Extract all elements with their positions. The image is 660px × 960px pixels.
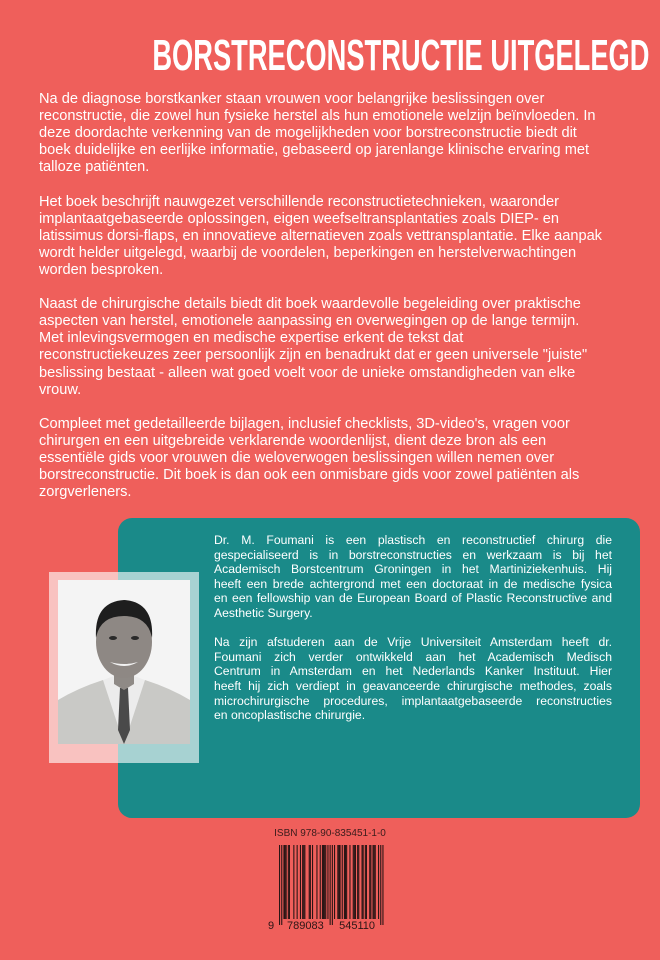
- barcode-bar: [316, 845, 317, 919]
- barcode-bar: [366, 845, 367, 919]
- bio-line: Centrum in Amsterdam en het Nederlands Kanker Instituut. Hier: [214, 664, 612, 679]
- barcode-bar: [300, 845, 301, 919]
- barcode-bar: [346, 845, 347, 919]
- barcode-bar: [345, 845, 346, 919]
- barcode-bar: [340, 845, 341, 919]
- barcode-bar: [327, 845, 328, 919]
- barcode-bar: [344, 845, 345, 919]
- description-line: wordt helder uitgelegd, waarbij de voordelen, beperkingen en herstelverwachtingen: [39, 244, 577, 261]
- barcode-digits: 789083: [287, 920, 324, 932]
- bio-line: en een fellowship van de European Board of Plastic Reconstructive and: [214, 591, 612, 606]
- barcode-bar: [337, 845, 338, 919]
- barcode-digits: 545110: [339, 920, 376, 932]
- bio-paragraph: [214, 533, 612, 621]
- description-line: beslissing bestaat - alleen wat goed voelt voor de unieke omstandigheden van elke: [39, 364, 576, 381]
- author-portrait-image: [58, 580, 190, 744]
- bio-line: Dr. M. Foumani is een plastisch en reconstructief chirurg die: [214, 533, 612, 547]
- barcode-bar: [374, 845, 375, 919]
- description-line: Het boek beschrijft nauwgezet verschillende reconstructietechnieken, waaronder: [39, 193, 559, 210]
- description-line: borstreconstructie. Dit boek is dan ook een onmisbare gids voor zowel patiënten als: [39, 467, 580, 484]
- description-line: reconstructiekeuzes zeer persoonlijk zijn en benadrukt dat er geen universele "juiste": [39, 347, 588, 364]
- barcode-bar: [279, 845, 280, 925]
- description-line: Na de diagnose borstkanker staan vrouwen voor belangrijke beslissingen over: [39, 91, 545, 107]
- barcode-bar: [382, 845, 383, 925]
- bio-line: Foumani zich verder ontwikkeld aan het Academisch Medisch: [214, 649, 612, 664]
- barcode-bar: [375, 845, 376, 919]
- barcode-bar: [297, 845, 298, 919]
- barcode-bar: [362, 845, 363, 919]
- barcode-bar: [309, 845, 310, 919]
- barcode-bar: [293, 845, 294, 919]
- barcode-bar: [312, 845, 313, 919]
- barcode-bar: [355, 845, 356, 919]
- bio-line: microchirurgische procedures, implantaatgebaseerde reconstructies: [214, 693, 612, 708]
- description-line: worden besproken.: [39, 261, 164, 278]
- bio-line: heeft een brede achtergrond met een doctoraat in de medische fysica: [214, 576, 612, 591]
- bio-paragraph: [214, 635, 612, 723]
- isbn-label: ISBN 978-90-835451-1-0: [274, 828, 386, 839]
- barcode-bar: [370, 845, 371, 919]
- barcode-bar: [281, 845, 282, 925]
- barcode-bar: [323, 845, 324, 919]
- description-paragraph: [39, 194, 639, 279]
- barcode-bar: [324, 845, 325, 919]
- description-line: reconstructie, die zowel hun fysieke herstel als hun emotionele welzijn beïnvloeden. In: [39, 108, 596, 125]
- description-paragraph: [39, 91, 639, 176]
- description-line: vrouw.: [39, 381, 82, 398]
- barcode-bar: [342, 845, 343, 919]
- barcode: [262, 843, 402, 935]
- barcode-bar: [304, 845, 305, 919]
- book-description: [39, 91, 639, 518]
- barcode-bar: [365, 845, 366, 919]
- barcode-bar: [380, 845, 381, 925]
- barcode-bar: [354, 845, 355, 919]
- barcode-bar: [330, 845, 331, 925]
- bio-line: Aesthetic Surgery.: [214, 605, 313, 620]
- bio-line: Academisch Borstcentrum Groningen in het Martiniziekenhuis. Hij: [214, 562, 612, 577]
- barcode-bar: [353, 845, 354, 919]
- description-line: talloze patiënten.: [39, 159, 150, 176]
- barcode-bar: [349, 845, 350, 919]
- barcode-bar: [378, 845, 379, 919]
- bio-line: gespecialiseerd is in borstreconstructies en werkzaam is bij het: [214, 547, 612, 562]
- description-line: chirurgen en een uitgebreide verklarende woordenlijst, dient deze bron als een: [39, 432, 547, 449]
- barcode-bar: [334, 845, 335, 919]
- description-paragraph: [39, 296, 639, 399]
- book-title-text: BORSTRECONSTRUCTIE UITGELEGD: [152, 31, 650, 80]
- barcode-bar: [286, 845, 287, 919]
- barcode-digits: 9: [268, 920, 275, 932]
- barcode-bar: [322, 845, 323, 919]
- barcode-bar: [338, 845, 339, 919]
- barcode-bar: [325, 845, 326, 919]
- barcode-bar: [373, 845, 374, 919]
- barcode-bar: [288, 845, 289, 919]
- barcode-bar: [320, 845, 321, 919]
- barcode-bar: [303, 845, 304, 919]
- description-line: zorgverleners.: [39, 484, 132, 501]
- description-paragraph: [39, 416, 639, 501]
- barcode-bar: [369, 845, 370, 919]
- barcode-bar: [363, 845, 364, 919]
- description-line: Naast de chirurgische details biedt dit boek waardevolle begeleiding over praktische: [39, 296, 581, 313]
- barcode-bar: [332, 845, 333, 925]
- bio-line: Na zijn afstuderen aan de Vrije Universiteit Amsterdam heeft dr.: [214, 635, 612, 650]
- description-line: aspecten van herstel, emotionele aanpassing en overwegingen op de lange termijn.: [39, 313, 580, 330]
- barcode-bar: [357, 845, 358, 919]
- barcode-bar: [283, 845, 284, 919]
- author-bio: [214, 533, 612, 737]
- barcode-bar: [289, 845, 290, 919]
- description-line: Compleet met gedetailleerde bijlagen, inclusief checklists, 3D-video's, vragen voor: [39, 415, 570, 432]
- barcode-bar: [310, 845, 311, 919]
- barcode-bar: [302, 845, 303, 919]
- description-line: Met inlevingsvermogen en medische expertise erkent de tekst dat: [39, 330, 464, 347]
- bio-line: en oncoplastische chirurgie.: [214, 708, 366, 723]
- description-line: boek duidelijke en eerlijke informatie, gebaseerd op jarenlange klinische ervaring met: [39, 142, 590, 159]
- barcode-bar: [285, 845, 286, 919]
- bio-line: heeft hij zich verdiept in geavanceerde chirurgische methodes, zoals: [214, 678, 612, 693]
- description-line: deze doordachte verkenning van de mogelijkheden voor borstreconstructie biedt dit: [39, 125, 577, 142]
- description-line: implantaatgebaseerde oplossingen, eigen weefseltransplantaties zoals DIEP- en: [39, 210, 560, 227]
- description-line: essentiële gids voor vrouwen die weloverwogen beslissingen willen nemen over: [39, 449, 555, 466]
- barcode-bar: [358, 845, 359, 919]
- author-photo: [58, 580, 190, 744]
- description-line: latissimus dorsi-flaps, en innovatieve alternatieven zoals vettransplantatie. Elke aanpak: [39, 227, 602, 244]
- book-title: [0, 30, 660, 82]
